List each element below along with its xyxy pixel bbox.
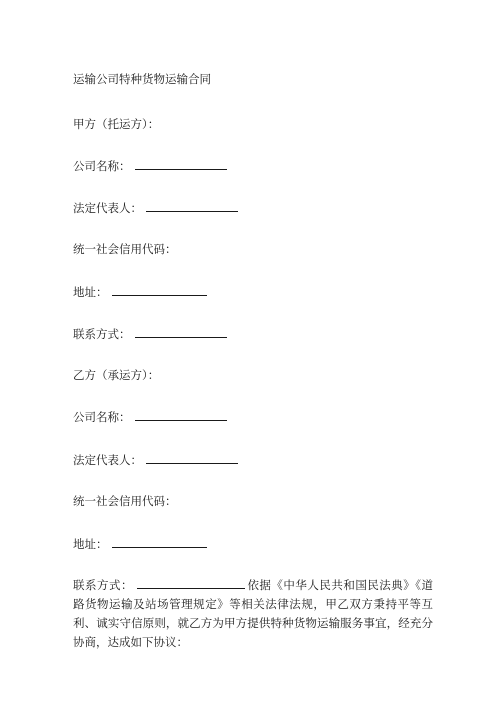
- party-a-company-label: 公司名称：: [73, 159, 131, 173]
- party-b-legal-rep-label: 法定代表人：: [73, 453, 142, 467]
- party-a-heading: 甲方（托运方）：: [73, 117, 160, 131]
- party-b-address-blank[interactable]: [112, 536, 207, 548]
- party-a-legal-rep-blank[interactable]: [146, 200, 238, 212]
- party-b-contact-blank[interactable]: [137, 577, 245, 589]
- party-a-address-blank[interactable]: [112, 284, 207, 296]
- document-title: 运输公司特种货物运输合同: [73, 72, 211, 86]
- party-b-legal-rep-row: [73, 452, 238, 467]
- party-a-address-label: 地址：: [73, 285, 108, 299]
- party-b-heading: 乙方（承运方）：: [73, 368, 160, 382]
- party-a-credit-code-label: 统一社会信用代码：: [73, 242, 177, 256]
- party-a-legal-rep-label: 法定代表人：: [73, 201, 142, 215]
- party-b-credit-code-label: 统一社会信用代码：: [73, 494, 177, 508]
- party-a-contact-label: 联系方式：: [73, 327, 131, 341]
- party-b-contact-and-preamble: [73, 576, 433, 652]
- preamble-text: 依据《中华人民共和国民法典》《道路货物运输及站场管理规定》等相关法律法规，甲乙双方秉持平等互利、诚实守信原则，就乙方为甲方提供特种货物运输服务事宜，经充分协商，达成如下协议：: [73, 578, 434, 649]
- party-b-legal-rep-blank[interactable]: [146, 452, 238, 464]
- party-a-contact-blank[interactable]: [135, 326, 227, 338]
- party-a-contact-row: [73, 326, 227, 341]
- party-a-address-row: [73, 284, 207, 299]
- party-b-address-label: 地址：: [73, 537, 108, 551]
- party-a-company-blank[interactable]: [135, 158, 227, 170]
- party-a-legal-rep-row: [73, 200, 238, 215]
- party-b-company-label: 公司名称：: [73, 410, 131, 424]
- party-b-contact-label: 联系方式：: [73, 578, 133, 592]
- party-b-address-row: [73, 536, 207, 551]
- party-b-company-blank[interactable]: [135, 409, 227, 421]
- party-b-company-row: [73, 409, 227, 424]
- party-a-company-row: [73, 158, 227, 173]
